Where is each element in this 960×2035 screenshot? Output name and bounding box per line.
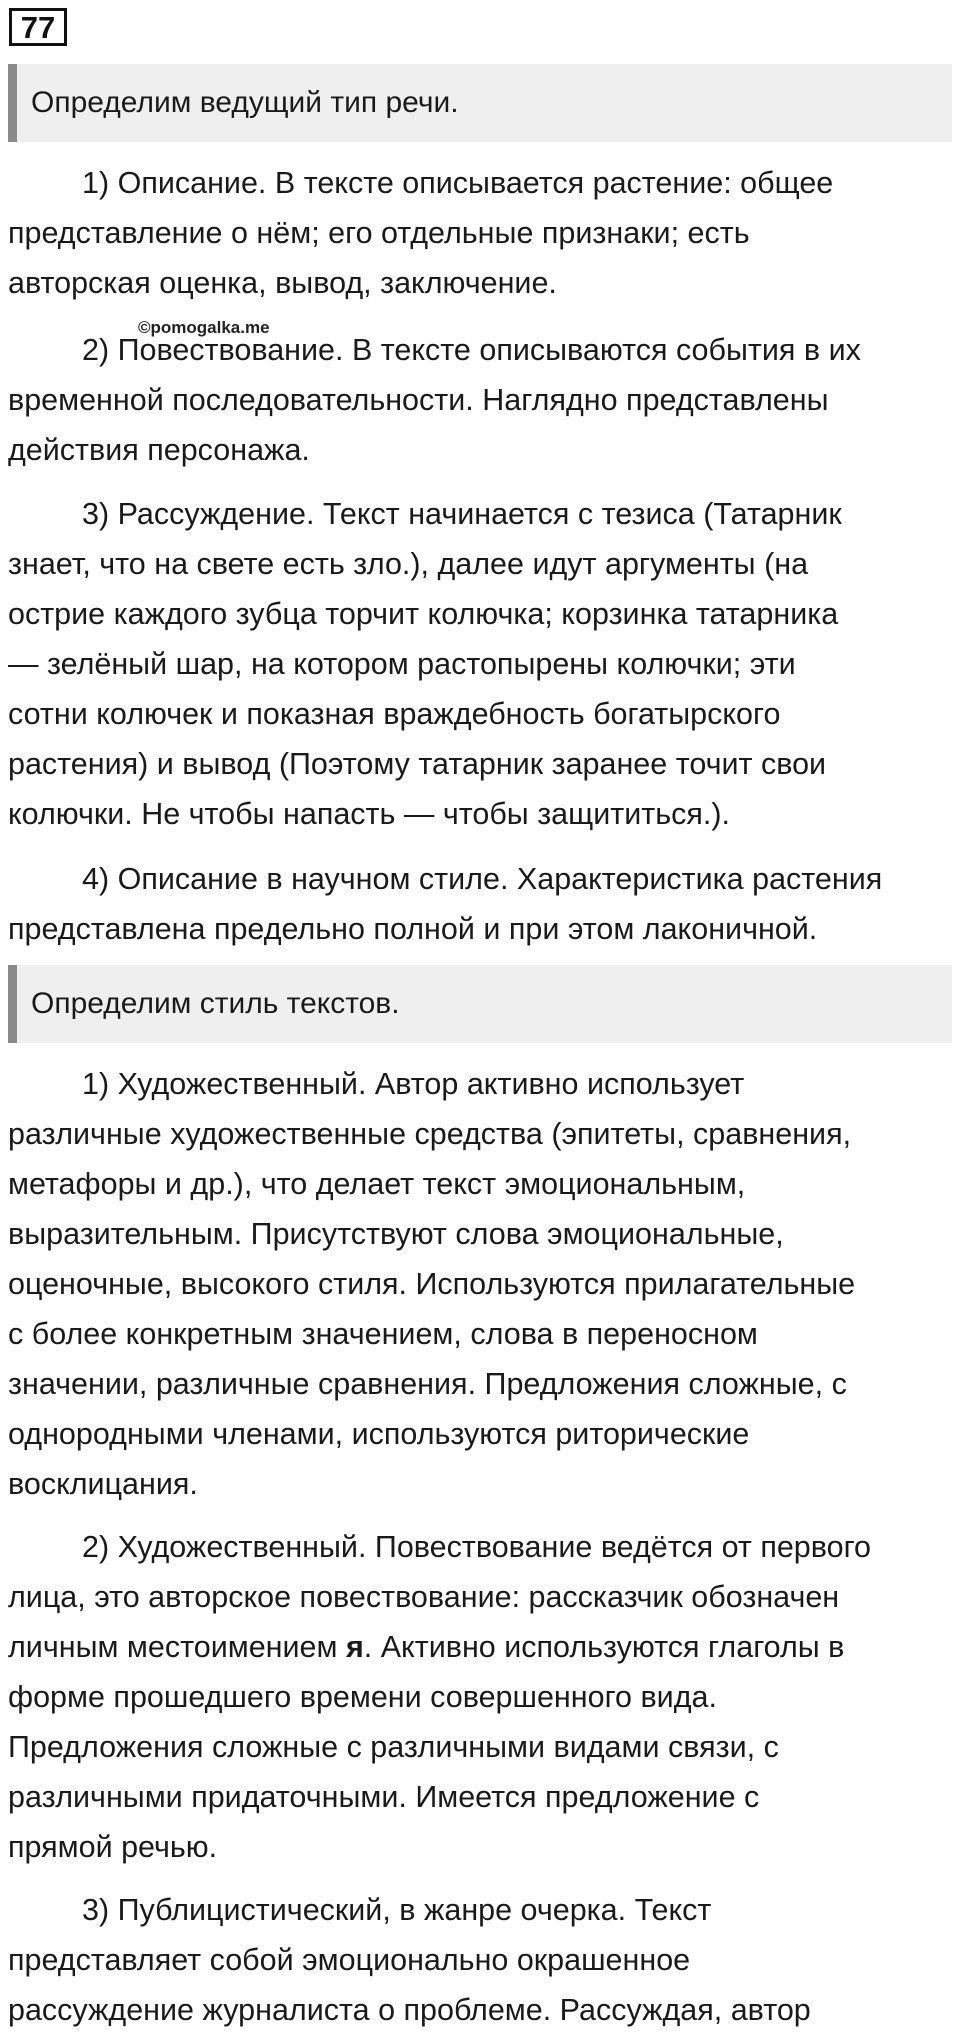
text-line: оценочные, высокого стиля. Используются прилагательные [8,1267,856,1301]
text-line: прямой речью. [8,1830,218,1864]
paragraph-speech-3 [8,489,956,839]
watermark-text: ©pomogalka.me [138,318,270,337]
bold-pronoun: я [345,1630,364,1664]
text-line: растения) и вывод (Поэтому татарник заранее точит свои [8,747,827,781]
text-line: 1) Художественный. Автор активно использует [82,1067,745,1101]
text-line: с более конкретным значением, слова в переносном [8,1317,758,1351]
text-line: 4) Описание в научном стиле. Характеристика растения [82,862,883,896]
text-line: 1) Описание. В тексте описывается растение: общее [82,166,834,200]
paragraph-style-2 [8,1522,956,1872]
text-line: — зелёный шар, на котором растопырены колючки; эти [8,647,796,681]
text-line: Предложения сложные с различными видами связи, с [8,1730,779,1764]
text-line: форме прошедшего времени совершенного вида. [8,1680,717,1714]
text-line: однородными членами, используются риторические [8,1417,750,1451]
task-number-box: 77 [9,8,67,46]
text-line: 3) Рассуждение. Текст начинается с тезиса (Татарник [82,497,842,531]
text-line: сотни колючек и показная враждебность богатырского [8,697,781,731]
text-line-end: . Активно используются глаголы в [363,1630,845,1664]
text-line: восклицания. [8,1467,198,1501]
text-line-start: личным местоимением [8,1630,338,1664]
section-header-speech-type: Определим ведущий тип речи. [8,64,952,142]
text-line: значении, различные сравнения. Предложения сложные, с [8,1367,847,1401]
paragraph-speech-1 [8,158,956,308]
text-line: острие каждого зубца торчит колючка; корзинка татарника [8,597,839,631]
paragraph-style-1 [8,1059,956,1509]
text-line: различными придаточными. Имеется предложение с [8,1780,760,1814]
text-line: 2) Повествование. В тексте описываются события в их [82,333,861,367]
text-line: представление о нём; его отдельные признаки; есть [8,216,750,250]
text-line [8,1622,956,1672]
text-line: 2) Художественный. Повествование ведётся от первого [82,1530,872,1564]
text-line: метафоры и др.), что делает текст эмоциональным, [8,1167,746,1201]
text-line: 3) Публицистический, в жанре очерка. Текст [82,1893,712,1927]
text-line: представляет собой эмоционально окрашенное [8,1943,691,1977]
text-line: выразительным. Присутствуют слова эмоциональные, [8,1217,784,1251]
section-header-text-style: Определим стиль текстов. [8,965,952,1043]
text-line: лица, это авторское повествование: рассказчик обозначен [8,1580,840,1614]
paragraph-speech-2 [8,325,956,475]
text-line: рассуждение журналиста о проблеме. Рассуждая, автор [8,1993,811,2027]
paragraph-speech-4 [8,854,956,954]
text-line: различные художественные средства (эпитеты, сравнения, [8,1117,852,1151]
text-line: колючки. Не чтобы напасть — чтобы защититься.). [8,797,731,831]
paragraph-style-3 [8,1885,956,2035]
text-line: временной последовательности. Наглядно представлены [8,383,829,417]
text-line: авторская оценка, вывод, заключение. [8,266,557,300]
text-line: знает, что на свете есть зло.), далее идут аргументы (на [8,547,809,581]
text-line: действия персонажа. [8,433,310,467]
text-line: представлена предельно полной и при этом лаконичной. [8,912,818,946]
